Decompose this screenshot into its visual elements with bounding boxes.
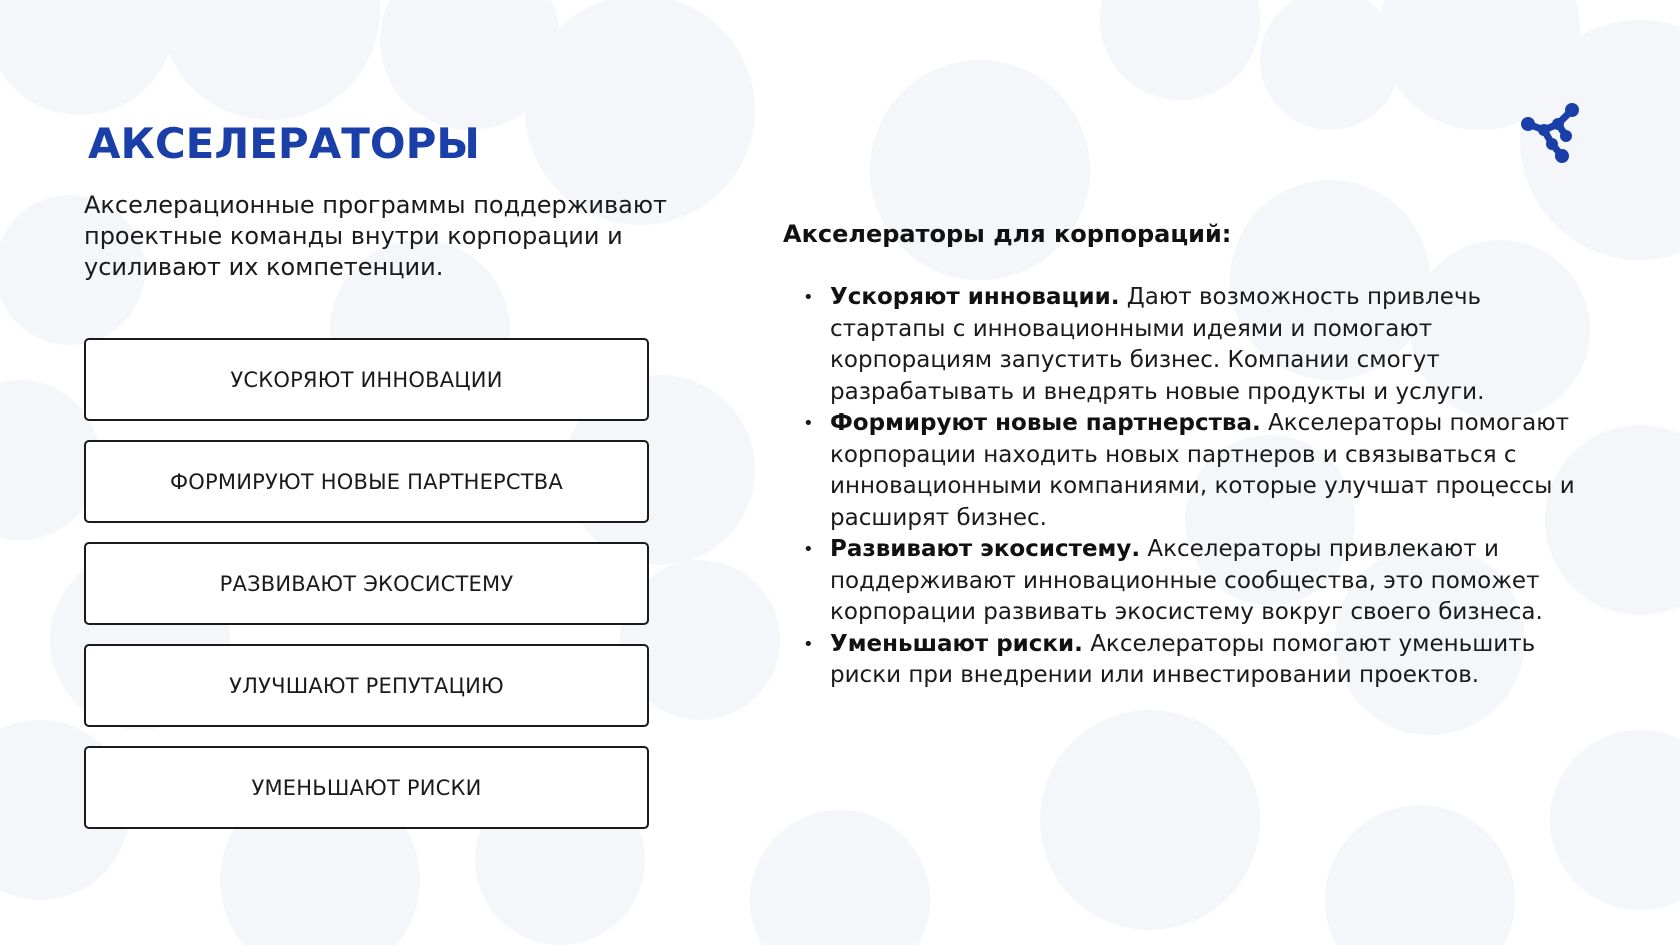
bullet-text: Акселераторы помогают уменьшить риски при внедрении или инвестировании проектов.: [830, 630, 1536, 688]
bullet-text: Акселераторы привлекают и поддерживают инновационные сообщества, это поможет корпорации развивать экосистему вокруг своего бизнеса.: [830, 536, 1543, 625]
benefit-box-improve-reputation: УЛУЧШАЮТ РЕПУТАЦИЮ: [84, 644, 649, 727]
list-item: [783, 408, 1593, 534]
list-item: [783, 629, 1593, 692]
bullet-text: Дают возможность привлечь стартапы с инновационными идеями и помогают корпорациям запустить бизнес. Компании смогут разрабатывать и внедрять новые продукты и услуги.: [830, 284, 1485, 405]
list-item: [783, 282, 1593, 408]
benefit-box-develop-ecosystem: РАЗВИВАЮТ ЭКОСИСТЕМУ: [84, 542, 649, 625]
bullet-dot-icon: •: [803, 633, 814, 655]
intro-text: Акселерационные программы поддерживают проектные команды внутри корпорации и усиливают их компетенции.: [84, 191, 668, 281]
benefit-boxes: [84, 338, 649, 848]
network-nodes-logo-icon: [1518, 96, 1590, 168]
right-column: [783, 218, 1593, 692]
page-title: АКСЕЛЕРАТОРЫ: [88, 119, 480, 168]
benefit-box-reduce-risks: УМЕНЬШАЮТ РИСКИ: [84, 746, 649, 829]
list-item: [783, 534, 1593, 629]
benefit-box-new-partnerships: ФОРМИРУЮТ НОВЫЕ ПАРТНЕРСТВА: [84, 440, 649, 523]
bullet-dot-icon: •: [803, 539, 814, 560]
benefit-box-accelerate-innovation: УСКОРЯЮТ ИННОВАЦИИ: [84, 338, 649, 421]
section-heading: Акселераторы для корпораций:: [783, 220, 1232, 248]
bullet-lead: Уменьшают риски.: [830, 630, 1083, 657]
bullet-lead: Ускоряют инновации.: [830, 284, 1120, 310]
bullet-dot-icon: •: [803, 287, 814, 308]
benefit-bullet-list: [783, 282, 1593, 692]
bullet-dot-icon: •: [803, 413, 814, 434]
bullet-text: Акселераторы помогают корпорации находить новых партнеров и связываться с инновационными компаниями, которые улучшат процессы и расширят бизнес.: [830, 410, 1575, 531]
bullet-lead: Развивают экосистему.: [830, 536, 1141, 562]
bullet-lead: Формируют новые партнерства.: [830, 410, 1261, 436]
